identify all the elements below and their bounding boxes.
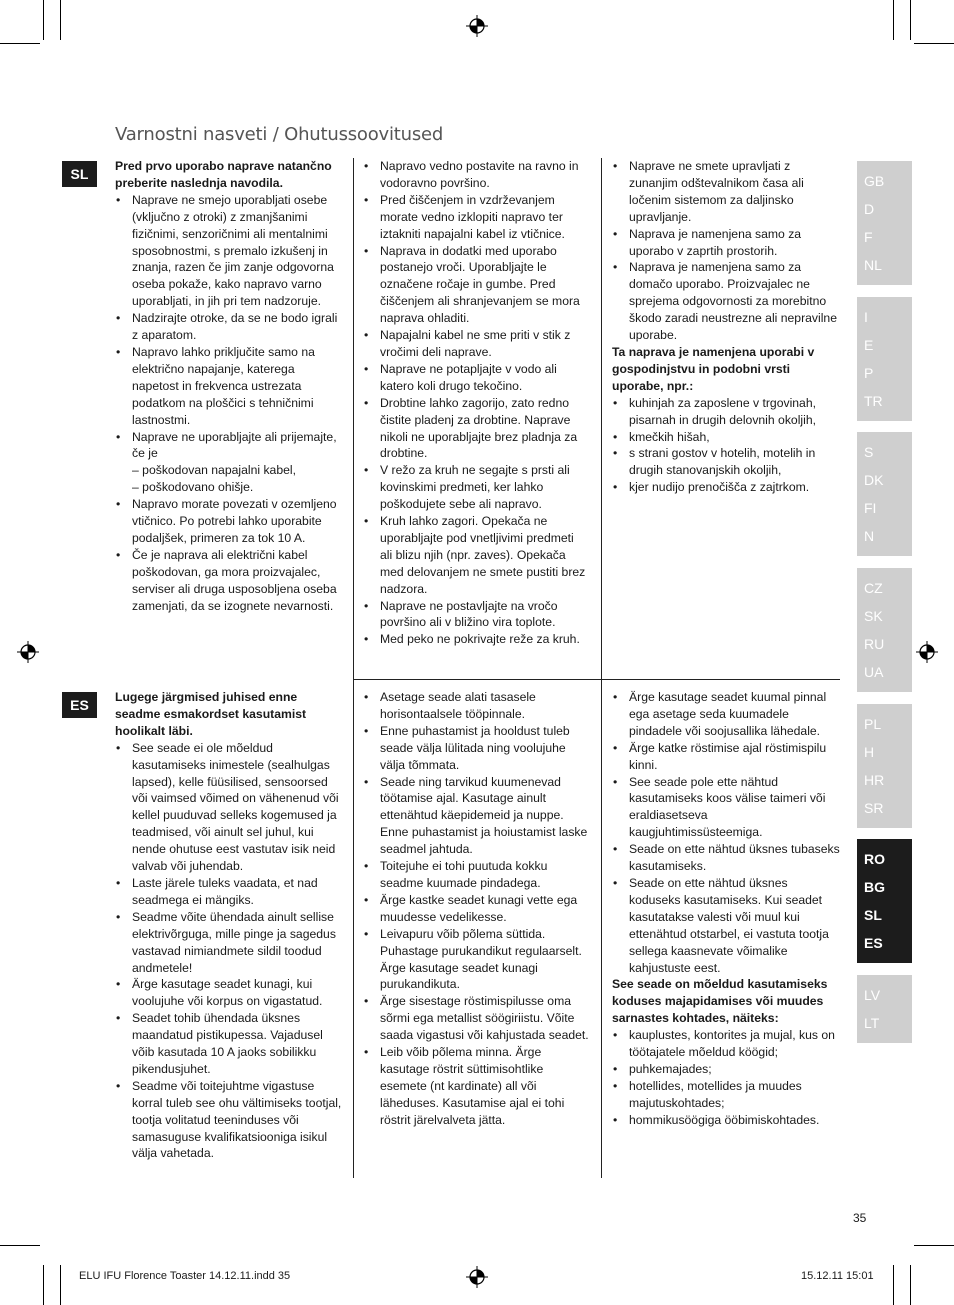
list-item: • Naprave ne smete upravljati z zunanjim odštevalnikom časa ali ločenim sistemom za daljinsko upravljanje.	[612, 158, 840, 226]
list-item: • See seade pole ette nähtud kasutamiseks koos välise taimeri või eraldiasetseva kaugjuhtimissüsteemiga.	[612, 774, 840, 842]
list-item: • Naprava je namenjena samo za uporabo v zaprtih prostorih.	[612, 226, 840, 260]
registration-mark-icon	[466, 15, 488, 37]
footer-file: ELU IFU Florence Toaster 14.12.11.indd 35	[79, 1270, 291, 1282]
crop-mark	[910, 0, 911, 40]
list-item: • hotellides, motellides ja muudes majutuskohtades;	[612, 1078, 840, 1112]
language-tag-es: ES	[62, 692, 97, 718]
column-divider	[353, 680, 354, 1178]
list-item: • Naprave ne potapljajte v vodo ali katero koli drugo tekočino.	[363, 361, 589, 395]
list-item: • puhkemajades;	[612, 1061, 840, 1078]
list-item: • Ärge sisestage röstimispilusse oma sõrmi ega metallist söögiriistu. Võite saada vigastusi või kahjustada seadet.	[363, 993, 589, 1044]
sl-col3-list	[612, 158, 840, 344]
language-tab-lv: LV	[864, 987, 881, 1003]
list-item: • Naprave ne smejo uporabljati osebe (vključno z otroki) z zmanjšanimi fizičnimi, senzoričnimi ali mentalnimi sposobnostmi, s premalo izkušenj in znanja, razen če jim zanje odgovorna oseba pokaže, kako napravo varno uporabljati, in jih pri tem nadzoruje.	[115, 192, 343, 310]
list-item: • Če je naprava ali električni kabel poškodovan, ga mora proizvajalec, serviser ali druga usposobljena oseba zamenjati, da se izognete nevarnosti.	[115, 547, 343, 615]
language-tab-p: P	[864, 365, 874, 381]
list-item: • Seade on ette nähtud üksnes koduseks kasutamiseks. Kui seadet kasutatakse valesti või muul kui ettenähtud otstarbel, ei vastuta tootja sellega kaasnevate võimalike kahjustuste eest.	[612, 875, 840, 976]
es-column-1	[115, 689, 343, 1162]
language-tab-s: S	[864, 444, 874, 460]
sl-column-1	[115, 158, 343, 614]
list-item: • Napravo vedno postavite na ravno in vodoravno površino.	[363, 158, 589, 192]
language-tab-group	[857, 432, 912, 556]
list-item: • Ärge katke röstimise ajal röstimispilu kinni.	[612, 740, 840, 774]
language-tab-h: H	[864, 744, 875, 760]
list-item: • Ärge kasutage seadet kunagi, kui voolujuhe või korpus on vigastatud.	[115, 976, 343, 1010]
es-col3-list	[612, 689, 840, 976]
list-item: • Seade on ette nähtud üksnes tubaseks kasutamiseks.	[612, 841, 840, 875]
language-tab-ro: RO	[864, 851, 885, 867]
column-divider	[353, 158, 354, 679]
language-tab-fi: FI	[864, 500, 877, 516]
section-sl	[115, 158, 840, 678]
sl-column-2	[363, 158, 589, 648]
sl-usage-heading: Ta naprava je namenjena uporabi v gospodinjstvu in podobni vrsti uporabe, npr.:	[612, 344, 815, 393]
language-tab-ru: RU	[864, 636, 885, 652]
language-tab-dk: DK	[864, 472, 884, 488]
list-item: • Naprave ne postavljajte na vročo površino ali v bližino vira toplote.	[363, 598, 589, 632]
language-tab-nl: NL	[864, 257, 882, 273]
section-divider	[353, 679, 840, 680]
list-item: • Pred čiščenjem in vzdrževanjem morate vedno izklopiti napravo ter iztakniti napajalni kabel iz vtičnice.	[363, 192, 589, 243]
list-item: • Leivapuru võib põlema süttida. Puhastage purukandikut regulaarselt. Ärge kasutage seadet kunagi purukandikuta.	[363, 926, 589, 994]
language-tab-gb: GB	[864, 173, 885, 189]
language-tab-lt: LT	[864, 1015, 880, 1031]
sl-col3-list-2	[612, 395, 840, 496]
es-col3-list-2	[612, 1027, 840, 1128]
language-tab-ua: UA	[864, 664, 884, 680]
list-item: • kuhinjah za zaposlene v trgovinah, pisarnah in drugih delovnih okoljih,	[612, 395, 840, 429]
list-item: • Seadme või toitejuhtme vigastuse korral tuleb see ohu vältimiseks tootjal, tootja volitatud teeninduses või samasuguse kvalifikatsiooniga isikul välja vahetada.	[115, 1078, 343, 1163]
list-item: • See seade ei ole mõeldud kasutamiseks inimestele (sealhulgas lapsed), kelle füüsilised, sensoorsed või vaimsed võimed on vähenenud või kellel puuduvad selleks kogemused ja teadmised, või ainult sel juhul, kui nende ohutuse eest vastutav isik neid valvab või juhendab.	[115, 740, 343, 875]
crop-mark	[60, 0, 61, 40]
crop-mark	[43, 1265, 44, 1305]
sl-col1-list	[115, 192, 343, 615]
language-tab-sr: SR	[864, 800, 884, 816]
language-tab-group	[857, 297, 912, 421]
language-tab-group	[857, 839, 912, 963]
list-item: • Napravo lahko priključite samo na električno napajanje, katerega napetost in frekvenca ustrezata podatkom na ploščici s tehničnimi lastnostmi.	[115, 344, 343, 429]
list-item: • kauplustes, kontorites ja mujal, kus on töötajatele mõeldud köögid;	[612, 1027, 840, 1061]
list-item: • Enne puhastamist ja hooldust tuleb seade välja lülitada ning voolujuhe välja tõmmata.	[363, 723, 589, 774]
list-item: • Laste järele tuleks vaadata, et nad seadmega ei mängiks.	[115, 875, 343, 909]
list-item: • Seadet tohib ühendada üksnes maandatud pistikupessa. Vajadusel võib kasutada 10 A jaoks sobilikku pikendusjuhet.	[115, 1010, 343, 1078]
list-item: • V režo za kruh ne segajte s prsti ali kovinskimi predmeti, ker lahko poškodujete sebe ali napravo.	[363, 462, 589, 513]
sl-column-3	[612, 158, 840, 496]
list-item: • Drobtine lahko zagorijo, zato redno čistite pladenj za drobtine. Naprave nikoli ne uporabljajte brez pladnja za drobtine.	[363, 395, 589, 463]
es-col1-list	[115, 740, 343, 1163]
language-tab-group	[857, 704, 912, 828]
list-item: • hommikusöögiga ööbimiskohtades.	[612, 1112, 840, 1129]
registration-mark-icon	[17, 641, 39, 663]
crop-mark	[43, 0, 44, 40]
language-tab-sk: SK	[864, 608, 883, 624]
list-item: • Leib võib põlema minna. Ärge kasutage röstrit süttimisohtlike esemete (nt kardinate) all või läheduses. Kasutamise ajal ei tohi röstrit järelvalveta jätta.	[363, 1044, 589, 1129]
language-tab-e: E	[864, 337, 874, 353]
es-col2-list	[363, 689, 589, 1129]
crop-mark	[0, 43, 40, 44]
registration-mark-icon	[916, 641, 938, 663]
list-item: • Seadme võite ühendada ainult sellise elektrivõrguga, mille pinge ja sagedus vastavad nimiandmete sildil toodud andmetele!	[115, 909, 343, 977]
language-tab-n: N	[864, 528, 875, 544]
language-tab-group	[857, 975, 912, 1043]
language-tab-bg: BG	[864, 879, 885, 895]
es-intro: Lugege järgmised juhised enne seadme esmakordset kasutamist hoolikalt läbi.	[115, 690, 307, 738]
language-tab-f: F	[864, 229, 873, 245]
language-tab-group	[857, 568, 912, 692]
column-divider	[601, 680, 602, 1178]
language-tab-hr: HR	[864, 772, 885, 788]
list-item: • Asetage seade alati tasasele horisontaalsele tööpinnale.	[363, 689, 589, 723]
sl-intro: Pred prvo uporabo naprave natančno preberite naslednja navodila.	[115, 159, 332, 190]
list-item: • Kruh lahko zagori. Opekača ne uporabljajte pod vnetljivimi predmeti ali blizu njih (npr. zaves). Opekača med delovanjem ne smete pustiti brez nadzora.	[363, 513, 589, 598]
language-tab-d: D	[864, 201, 875, 217]
es-usage-heading: See seade on mõeldud kasutamiseks koduses majapidamises või muudes sarnastes kohtades, näiteks:	[612, 977, 828, 1026]
language-tab-es: ES	[864, 935, 883, 951]
language-tag-sl: SL	[62, 161, 97, 187]
list-item: • Med peko ne pokrivajte reže za kruh.	[363, 631, 589, 648]
list-item: • Ärge kasutage seadet kuumal pinnal ega asetage seda kuumadele pindadele või soojusallika lähedale.	[612, 689, 840, 740]
registration-mark-icon	[466, 1266, 488, 1288]
list-item: • Nadzirajte otroke, da se ne bodo igrali z aparatom.	[115, 310, 343, 344]
page-title: Varnostni nasveti / Ohutussoovitused	[115, 124, 444, 145]
crop-mark	[893, 0, 894, 40]
list-item: • Toitejuhe ei tohi puutuda kokku seadme kuumade pindadega.	[363, 858, 589, 892]
es-column-3	[612, 689, 840, 1129]
list-item: • Napravo morate povezati v ozemljeno vtičnico. Po potrebi lahko uporabite podaljšek, primeren za tok 10 A.	[115, 496, 343, 547]
footer-date: 15.12.11 15:01	[801, 1270, 874, 1282]
crop-mark	[893, 1265, 894, 1305]
sl-col2-list	[363, 158, 589, 648]
list-item: • Seade ning tarvikud kuumenevad töötamise ajal. Kasutage ainult ettenähtud käepidemeid ja nuppe. Enne puhastamist ja hoiustamist laske seadmel jahtuda.	[363, 774, 589, 859]
list-item: • Ärge kastke seadet kunagi vette ega muudesse vedelikesse.	[363, 892, 589, 926]
language-tab-i: I	[864, 309, 868, 325]
list-item: • Naprava je namenjena samo za domačo uporabo. Proizvajalec ne sprejema odgovornosti za morebitno škodo zaradi neustrezne ali nepravilne uporabe.	[612, 259, 840, 344]
language-tab-tr: TR	[864, 393, 883, 409]
crop-mark	[914, 1245, 954, 1246]
list-item: • kmečkih hišah,	[612, 429, 840, 446]
crop-mark	[910, 1265, 911, 1305]
language-tab-cz: CZ	[864, 580, 883, 596]
list-item: • s strani gostov v hotelih, motelih in drugih stanovanjskih okoljih,	[612, 445, 840, 479]
list-item: • Napajalni kabel ne sme priti v stik z vročimi deli naprave.	[363, 327, 589, 361]
section-es	[115, 689, 840, 1179]
list-item: • kjer nudijo prenočišča z zajtrkom.	[612, 479, 840, 496]
es-column-2	[363, 689, 589, 1129]
list-item: • Naprave ne uporabljajte ali prijemajte, če je – poškodovan napajalni kabel, – poškodovano ohišje.	[115, 429, 343, 497]
list-item: • Naprava in dodatki med uporabo postanejo vroči. Uporabljajte le označene ročaje in gumbe. Pred čiščenjem ali shranjevanjem se mora naprava ohladiti.	[363, 243, 589, 328]
language-tab-pl: PL	[864, 716, 882, 732]
crop-mark	[60, 1265, 61, 1305]
crop-mark	[914, 43, 954, 44]
language-tab-group	[857, 161, 912, 285]
crop-mark	[0, 1245, 40, 1246]
column-divider	[601, 158, 602, 679]
page-number: 35	[853, 1211, 867, 1225]
language-tab-sl: SL	[864, 907, 882, 923]
